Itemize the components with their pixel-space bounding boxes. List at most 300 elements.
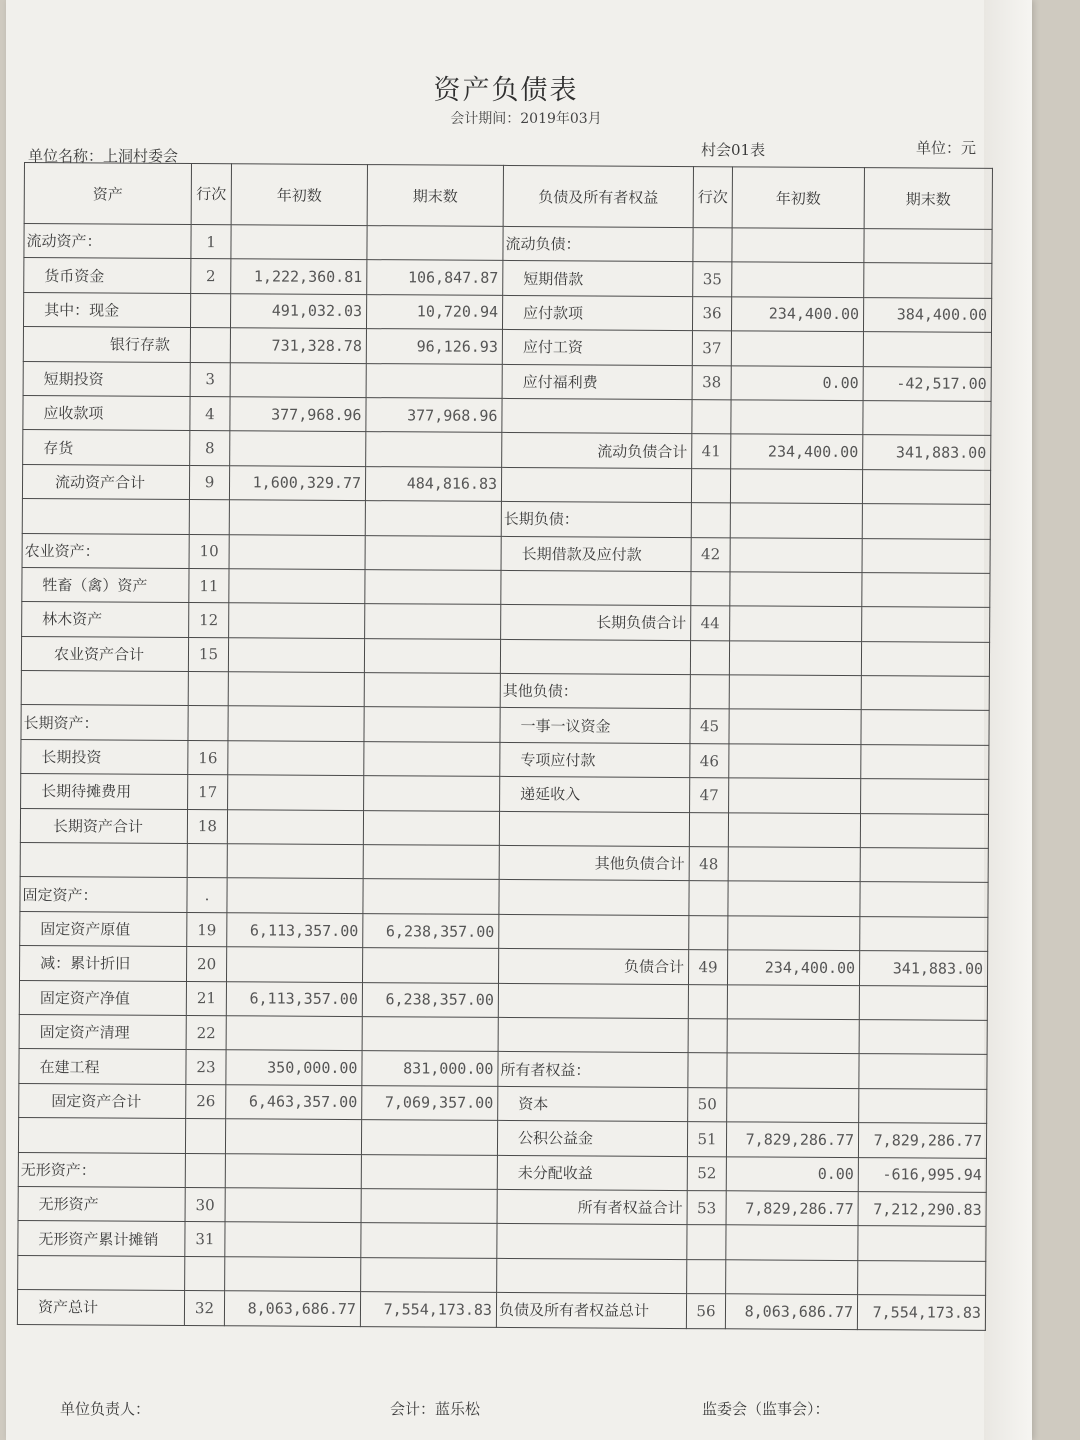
balance-sheet-table [17, 162, 993, 1330]
liability-end-value: 7,554,173.83 [857, 1295, 985, 1330]
asset-begin-value [228, 775, 364, 810]
table-header-row [24, 163, 992, 230]
table-row [22, 602, 990, 642]
asset-end-value [361, 1120, 497, 1155]
table-row [22, 464, 990, 504]
liability-end-value [862, 573, 990, 608]
form-number: 村会01表 [701, 141, 766, 159]
liability-line-no: 56 [686, 1294, 725, 1329]
asset-begin-value [228, 672, 364, 707]
asset-end-value [365, 604, 501, 639]
liability-line-no [687, 1259, 726, 1294]
asset-line-no [188, 706, 228, 741]
asset-begin-value [225, 1222, 361, 1257]
liability-end-value [862, 504, 990, 539]
liability-name [498, 1017, 688, 1053]
liability-name: 负债及所有者权益总计 [496, 1293, 686, 1329]
asset-line-no: 12 [189, 603, 229, 638]
liability-line-no: 48 [689, 847, 728, 882]
asset-end-value [361, 1223, 497, 1258]
liability-end-value [864, 229, 992, 264]
liability-begin-value: 234,400.00 [731, 297, 863, 332]
asset-end-value: 484,816.83 [365, 466, 501, 501]
liability-begin-value [730, 537, 862, 572]
asset-end-value [365, 569, 501, 604]
asset-line-no: 18 [187, 809, 227, 844]
table-row [18, 1118, 986, 1158]
liability-line-no: 53 [687, 1191, 726, 1226]
asset-end-value: 7,069,357.00 [362, 1085, 498, 1120]
document-title: 资产负债表 [433, 75, 579, 106]
asset-begin-value: 8,063,686.77 [224, 1291, 360, 1326]
liability-end-value [862, 538, 990, 573]
liability-name [497, 1258, 687, 1294]
liability-begin-value [729, 744, 861, 779]
currency-unit: 单位：元 [916, 139, 977, 157]
asset-line-no: . [187, 878, 227, 913]
asset-line-no: 15 [188, 637, 228, 672]
table-row [21, 671, 989, 711]
asset-line-no: 31 [185, 1222, 225, 1257]
liability-name: 长期借款及应付款 [501, 536, 691, 572]
asset-end-value [364, 673, 500, 708]
asset-begin-value: 350,000.00 [226, 1050, 362, 1085]
liability-name [500, 639, 690, 675]
table-row [20, 911, 988, 951]
liability-line-no [689, 881, 728, 916]
liability-end-value [863, 401, 991, 436]
liability-end-value [859, 1054, 987, 1089]
liability-line-no [687, 1225, 726, 1260]
asset-line-no [185, 1119, 225, 1154]
table-row [21, 774, 989, 814]
asset-name: 货币资金 [24, 258, 191, 293]
asset-line-no: 11 [189, 568, 229, 603]
liability-name [501, 467, 691, 503]
liability-end-value: 341,883.00 [863, 435, 991, 470]
table-row [18, 1221, 986, 1261]
asset-begin-value [227, 844, 363, 879]
asset-begin-value [227, 809, 363, 844]
header-line: 行次 [191, 164, 231, 225]
liability-begin-value [729, 641, 861, 676]
asset-begin-value: 1,222,360.81 [231, 259, 367, 294]
liability-begin-value: 7,829,286.77 [726, 1191, 858, 1226]
table-row [20, 843, 988, 883]
liability-name [498, 983, 688, 1019]
asset-name [21, 671, 188, 706]
table-row [21, 636, 989, 676]
liability-name: 应付工资 [502, 330, 692, 366]
liability-name [499, 811, 689, 847]
liability-name: 流动负债合计 [502, 433, 692, 469]
asset-line-no [189, 500, 229, 535]
asset-end-value: 106,847.87 [367, 260, 503, 295]
asset-end-value [363, 845, 499, 880]
asset-line-no: 23 [186, 1050, 226, 1085]
liability-begin-value [729, 675, 861, 710]
asset-begin-value [229, 569, 365, 604]
liability-begin-value: 0.00 [726, 1156, 858, 1191]
asset-name [18, 1255, 185, 1290]
asset-name: 在建工程 [19, 1049, 186, 1084]
asset-begin-value [230, 362, 366, 397]
liability-begin-value [728, 916, 860, 951]
liability-line-no: 47 [690, 778, 729, 813]
liability-name: 专项应付款 [500, 742, 690, 778]
liability-begin-value [728, 847, 860, 882]
asset-line-no [190, 328, 230, 363]
asset-name: 农业资产合计 [21, 636, 188, 671]
asset-end-value [364, 638, 500, 673]
asset-end-value: 10,720.94 [366, 294, 502, 329]
liability-begin-value [732, 262, 864, 297]
asset-end-value [364, 741, 500, 776]
asset-line-no: 19 [187, 912, 227, 947]
liability-name: 未分配收益 [497, 1155, 687, 1191]
liability-name [499, 880, 689, 916]
asset-name: 农业资产： [22, 533, 189, 568]
asset-end-value: 831,000.00 [362, 1051, 498, 1086]
asset-name: 流动资产： [24, 224, 191, 259]
asset-begin-value [228, 706, 364, 741]
asset-name: 减：累计折旧 [20, 946, 187, 981]
liability-line-no: 52 [687, 1156, 726, 1191]
asset-end-value [364, 707, 500, 742]
table-row [19, 1049, 987, 1089]
table-row [23, 292, 991, 332]
asset-name [22, 499, 189, 534]
asset-end-value [363, 879, 499, 914]
liability-name: 递延收入 [500, 777, 690, 813]
liability-line-no: 49 [688, 950, 727, 985]
liability-end-value [859, 1020, 987, 1055]
asset-line-no [185, 1256, 225, 1291]
asset-line-no [188, 672, 228, 707]
liability-line-no: 36 [692, 296, 731, 331]
liability-name: 一事一议资金 [500, 708, 690, 744]
liability-begin-value [731, 331, 863, 366]
footer-supervisor: 监委会（监事会）： [702, 1400, 830, 1418]
asset-begin-value: 731,328.78 [230, 328, 366, 363]
liability-end-value [862, 469, 990, 504]
liability-end-value [861, 710, 989, 745]
header-line-2: 行次 [693, 167, 732, 228]
header-end: 期末数 [367, 165, 503, 227]
asset-begin-value: 6,113,357.00 [226, 981, 362, 1016]
liability-name: 其他负债合计 [499, 845, 689, 881]
table-row [21, 739, 989, 779]
asset-line-no: 16 [188, 740, 228, 775]
liability-line-no [688, 984, 727, 1019]
liability-end-value: 384,400.00 [863, 297, 991, 332]
table-row [21, 705, 989, 745]
liability-name: 所有者权益合计 [497, 1189, 687, 1225]
table-row [23, 327, 991, 367]
liability-name [501, 570, 691, 606]
liability-begin-value [728, 812, 860, 847]
liability-name: 流动负债： [503, 226, 693, 262]
liability-end-value [858, 1226, 986, 1261]
asset-name: 固定资产净值 [19, 980, 186, 1015]
footer-head: 单位负责人： [60, 1400, 151, 1418]
asset-end-value [363, 810, 499, 845]
liability-end-value [861, 676, 989, 711]
asset-begin-value: 6,463,357.00 [226, 1085, 362, 1120]
asset-name: 长期资产合计 [20, 808, 187, 843]
liability-name: 长期负债： [501, 502, 691, 538]
asset-begin-value [229, 603, 365, 638]
asset-begin-value [229, 500, 365, 535]
asset-line-no: 4 [190, 396, 230, 431]
liability-line-no: 51 [687, 1122, 726, 1157]
asset-line-no [190, 293, 230, 328]
asset-end-value [362, 948, 498, 983]
liability-end-value [861, 641, 989, 676]
asset-end-value [361, 1154, 497, 1189]
liability-end-value [864, 263, 992, 298]
asset-line-no: 9 [189, 465, 229, 500]
asset-name: 固定资产合计 [19, 1083, 186, 1118]
liability-name: 资本 [498, 1086, 688, 1122]
liability-end-value [860, 916, 988, 951]
asset-line-no: 20 [186, 947, 226, 982]
liability-end-value [858, 1260, 986, 1295]
asset-name: 牲畜（禽）资产 [22, 567, 189, 602]
asset-name: 长期投资 [21, 739, 188, 774]
liability-line-no: 37 [692, 331, 731, 366]
asset-end-value: 377,968.96 [366, 398, 502, 433]
asset-name: 无形资产累计摊销 [18, 1221, 185, 1256]
liability-line-no [689, 812, 728, 847]
asset-name: 其中：现金 [23, 292, 190, 327]
liability-begin-value [726, 1225, 858, 1260]
liability-end-value [861, 779, 989, 814]
liability-begin-value: 234,400.00 [728, 950, 860, 985]
asset-name: 长期资产： [21, 705, 188, 740]
asset-line-no: 1 [191, 225, 231, 260]
liability-begin-value [727, 1019, 859, 1054]
asset-name: 银行存款 [23, 327, 190, 362]
asset-line-no: 30 [185, 1187, 225, 1222]
asset-name: 固定资产： [20, 877, 187, 912]
asset-line-no: 32 [184, 1291, 224, 1326]
footer-accountant: 会计：蓝乐松 [390, 1400, 481, 1418]
table-row [20, 808, 988, 848]
liability-line-no [691, 468, 730, 503]
liability-end-value: 341,883.00 [860, 951, 988, 986]
asset-line-no: 22 [186, 1015, 226, 1050]
table-row [22, 533, 990, 573]
liability-line-no: 46 [690, 743, 729, 778]
liability-end-value: 7,212,290.83 [858, 1192, 986, 1227]
asset-end-value [367, 226, 503, 261]
asset-line-no: 3 [190, 362, 230, 397]
liability-begin-value [730, 572, 862, 607]
liability-line-no [691, 503, 730, 538]
asset-begin-value: 6,113,357.00 [227, 913, 363, 948]
liability-line-no: 38 [692, 365, 731, 400]
table-row [23, 430, 991, 470]
asset-line-no: 17 [188, 775, 228, 810]
asset-line-no [185, 1153, 225, 1188]
liability-line-no: 42 [691, 537, 730, 572]
asset-line-no [187, 844, 227, 879]
liability-begin-value [730, 503, 862, 538]
table-row [23, 395, 991, 435]
liability-name [497, 1224, 687, 1260]
liability-name: 应付款项 [502, 295, 692, 331]
liability-name: 短期借款 [503, 261, 693, 297]
table-row [20, 877, 988, 917]
asset-begin-value [225, 1153, 361, 1188]
liability-begin-value: 0.00 [731, 365, 863, 400]
liability-name: 应付福利费 [502, 364, 692, 400]
liability-end-value [862, 607, 990, 642]
liability-begin-value [727, 1088, 859, 1123]
asset-begin-value: 491,032.03 [230, 294, 366, 329]
asset-begin-value [228, 741, 364, 776]
asset-begin-value [225, 1256, 361, 1291]
liability-line-no [689, 915, 728, 950]
liability-line-no: 44 [691, 606, 730, 641]
liability-end-value: -616,995.94 [858, 1157, 986, 1192]
asset-begin-value: 1,600,329.77 [229, 465, 365, 500]
table-row [19, 1014, 987, 1054]
liability-end-value: 7,829,286.77 [858, 1123, 986, 1158]
liability-end-value [859, 985, 987, 1020]
liability-name: 公积公益金 [497, 1121, 687, 1157]
asset-begin-value [226, 947, 362, 982]
liability-begin-value [727, 984, 859, 1019]
liability-line-no [691, 571, 730, 606]
asset-begin-value: 377,968.96 [230, 397, 366, 432]
liability-begin-value [731, 400, 863, 435]
liability-line-no [690, 675, 729, 710]
liability-line-no: 41 [692, 434, 731, 469]
header-begin: 年初数 [231, 164, 367, 226]
table-row [17, 1290, 985, 1330]
liability-name: 负债合计 [498, 949, 688, 985]
liability-begin-value [730, 469, 862, 504]
asset-name: 长期待摊费用 [21, 774, 188, 809]
asset-end-value [365, 501, 501, 536]
asset-name: 无形资产 [18, 1186, 185, 1221]
liability-begin-value [730, 606, 862, 641]
asset-end-value [365, 535, 501, 570]
asset-line-no: 2 [191, 259, 231, 294]
liability-end-value [863, 332, 991, 367]
asset-name: 存货 [23, 430, 190, 465]
asset-begin-value [231, 225, 367, 260]
liability-end-value: -42,517.00 [863, 366, 991, 401]
liability-end-value [860, 813, 988, 848]
document-sheet [6, 0, 1032, 1440]
liability-line-no [688, 1053, 727, 1088]
table-row [22, 499, 990, 539]
asset-begin-value [229, 534, 365, 569]
asset-end-value [364, 776, 500, 811]
asset-name: 固定资产清理 [19, 1014, 186, 1049]
asset-end-value [361, 1189, 497, 1224]
asset-end-value: 6,238,357.00 [363, 913, 499, 948]
liability-line-no [690, 640, 729, 675]
liability-begin-value [727, 1053, 859, 1088]
liability-line-no [693, 228, 732, 263]
header-asset: 资产 [24, 163, 191, 225]
table-row [24, 224, 992, 264]
asset-begin-value [230, 431, 366, 466]
liability-end-value [859, 1088, 987, 1123]
asset-name: 资产总计 [17, 1290, 184, 1325]
header-end-2: 期末数 [864, 168, 992, 230]
asset-begin-value [225, 1119, 361, 1154]
asset-begin-value [226, 1016, 362, 1051]
table-row [23, 361, 991, 401]
liability-end-value [860, 848, 988, 883]
liability-line-no: 50 [688, 1087, 727, 1122]
table-row [24, 258, 992, 298]
accounting-period: 会计期间：2019年03月 [450, 111, 602, 127]
table-row [22, 567, 990, 607]
liability-name [499, 914, 689, 950]
asset-end-value: 96,126.93 [366, 329, 502, 364]
asset-name [18, 1118, 185, 1153]
asset-end-value [362, 1017, 498, 1052]
asset-name: 应收款项 [23, 395, 190, 430]
asset-end-value: 7,554,173.83 [360, 1292, 496, 1327]
liability-begin-value [729, 709, 861, 744]
asset-end-value [361, 1257, 497, 1292]
liability-begin-value [726, 1260, 858, 1295]
table-row [18, 1255, 986, 1295]
liability-line-no: 35 [693, 262, 732, 297]
asset-begin-value [228, 637, 364, 672]
liability-line-no [688, 1019, 727, 1054]
asset-line-no: 26 [186, 1084, 226, 1119]
liability-end-value [861, 744, 989, 779]
liability-name: 所有者权益： [498, 1052, 688, 1088]
header-begin-2: 年初数 [732, 167, 864, 229]
asset-end-value [366, 363, 502, 398]
asset-line-no: 8 [190, 431, 230, 466]
asset-name: 林木资产 [22, 602, 189, 637]
asset-name: 固定资产原值 [20, 911, 187, 946]
liability-line-no: 45 [690, 709, 729, 744]
table-row [19, 980, 987, 1020]
asset-end-value: 6,238,357.00 [362, 982, 498, 1017]
liability-begin-value: 234,400.00 [731, 434, 863, 469]
liability-begin-value [728, 881, 860, 916]
unit-name: 单位名称：上洞村委会 [28, 147, 179, 165]
liability-begin-value: 7,829,286.77 [726, 1122, 858, 1157]
liability-begin-value [732, 228, 864, 263]
liability-line-no [692, 400, 731, 435]
asset-name: 短期投资 [23, 361, 190, 396]
asset-line-no: 10 [189, 534, 229, 569]
table-row [18, 1186, 986, 1226]
liability-begin-value: 8,063,686.77 [725, 1294, 857, 1329]
table-row [20, 946, 988, 986]
asset-name: 无形资产： [18, 1152, 185, 1187]
table-row [19, 1083, 987, 1123]
asset-begin-value [225, 1188, 361, 1223]
asset-line-no: 21 [186, 981, 226, 1016]
liability-name [502, 398, 692, 434]
liability-name: 长期负债合计 [501, 605, 691, 641]
table-row [18, 1152, 986, 1192]
asset-name: 流动资产合计 [22, 464, 189, 499]
